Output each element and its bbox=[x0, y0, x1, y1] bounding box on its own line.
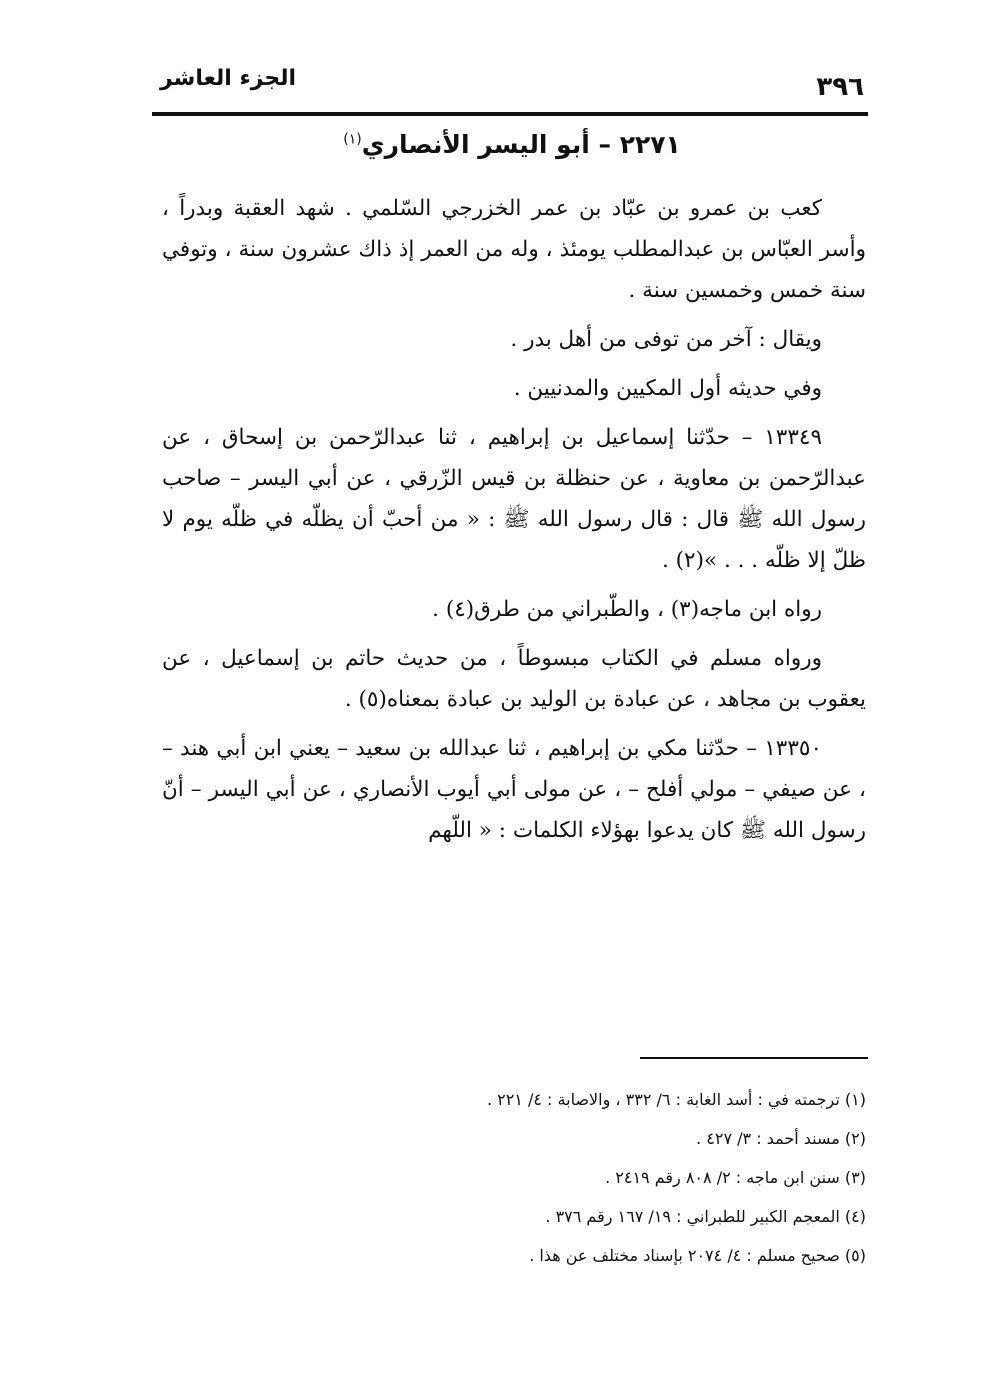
part-title: الجزء العاشر bbox=[160, 66, 297, 91]
footnote-separator bbox=[640, 1057, 868, 1059]
paragraph-last-of-badr: ويقال : آخر من توفى من أهل بدر . bbox=[510, 327, 822, 352]
paragraph-hadith-note: وفي حديثه أول المكيين والمدنيين . bbox=[513, 376, 822, 401]
main-text bbox=[162, 188, 866, 851]
header-rule bbox=[152, 112, 868, 116]
footnote-4: (٤) المعجم الكبير للطبراني : ١٩/ ١٦٧ رقم ٣٧٦ . bbox=[545, 1207, 866, 1226]
paragraph-biography: كعب بن عمرو بن عبّاد بن عمر الخزرجي السّلمي . شهد العقبة وبدراً ، وأسر العبّاس بن عبدالمطلب يومئذ ، وله من العمر إذ ذاك عشرون سنة ، وتوفي سنة خمس وخمسين سنة . bbox=[162, 196, 866, 303]
paragraph-hadith-13349: ١٣٣٤٩ – حدّثنا إسماعيل بن إبراهيم ، ثنا عبدالرّحمن بن إسحاق ، عن عبدالرّحمن بن معاوية ، عن حنظلة بن قيس الزّرقي ، عن أبي اليسر – صاحب رسول الله ﷺ قال : قال رسول الله ﷺ : « من أحبّ أن يظلّه في ظلّه يوم لا ظلّ إلا ظلّه . . . »(٢) . bbox=[162, 425, 866, 573]
entry-dash: – bbox=[598, 130, 611, 159]
paragraph-hadith-13350: ١٣٣٥٠ – حدّثنا مكي بن إبراهيم ، ثنا عبدالله بن سعيد – يعني ابن أبي هند – ، عن صيفي – مولي أفلح – ، عن مولى أبي أيوب الأنصاري ، عن أبي اليسر – أنّ رسول الله ﷺ كان يدعوا بهؤلاء الكلمات : « اللّهم bbox=[162, 736, 866, 843]
entry-heading bbox=[160, 130, 864, 159]
entry-number: ٢٢٧١ bbox=[619, 130, 681, 159]
paragraph-narration-sources: رواه ابن ماجه(٣) ، والطّبراني من طرق(٤) . bbox=[432, 597, 822, 622]
footnote-3: (٣) سنن ابن ماجه : ٢/ ٨٠٨ رقم ٢٤١٩ . bbox=[605, 1168, 866, 1187]
footnote-2: (٢) مسند أحمد : ٣/ ٤٢٧ . bbox=[696, 1129, 866, 1148]
page-number: ٣٩٦ bbox=[816, 72, 864, 102]
paragraph-muslim-narration: ورواه مسلم في الكتاب مبسوطاً ، من حديث حاتم بن إسماعيل ، عن يعقوب بن مجاهد ، عن عبادة بن الوليد بن عبادة بمعناه(٥) . bbox=[162, 646, 866, 712]
entry-name: أبو اليسر الأنصاري bbox=[361, 130, 590, 159]
footnote-1: (١) ترجمته في : أسد الغابة : ٦/ ٣٣٢ ، والاصابة : ٤/ ٢٢١ . bbox=[486, 1090, 866, 1109]
footnote-5: (٥) صحيح مسلم : ٤/ ٢٠٧٤ بإسناد مختلف عن هذا . bbox=[529, 1246, 866, 1265]
footnotes bbox=[300, 1080, 866, 1275]
entry-footnote-ref: (١) bbox=[343, 131, 362, 148]
running-header bbox=[160, 62, 864, 104]
